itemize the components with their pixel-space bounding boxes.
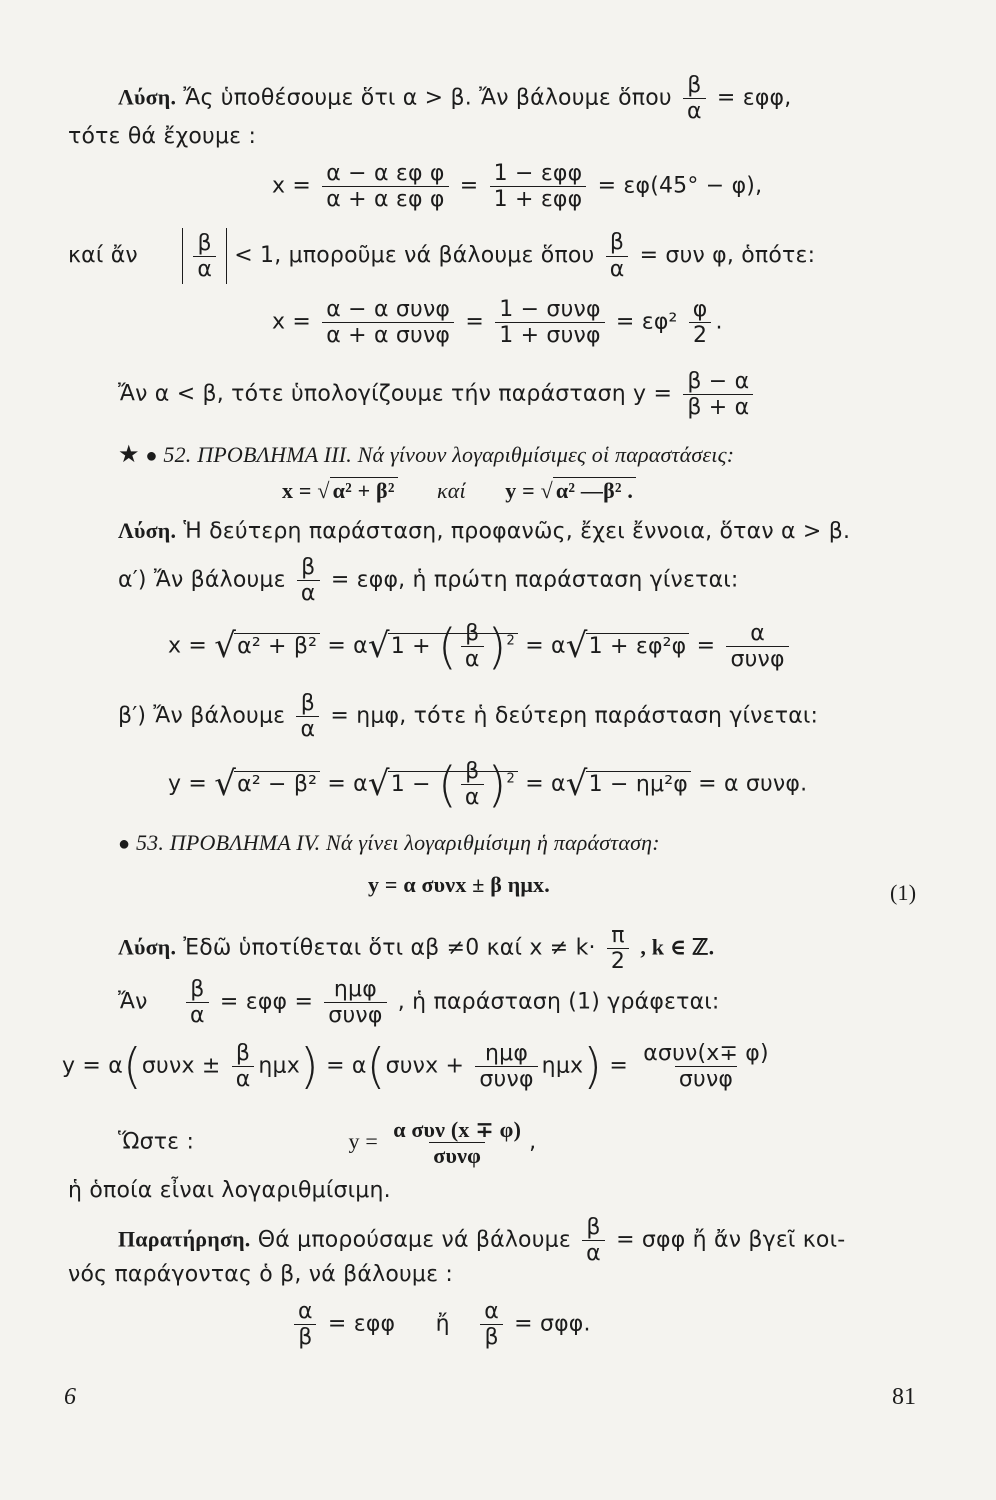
formula-y-radicand: α² —β² .	[553, 477, 636, 503]
equals-sign: =	[465, 309, 484, 335]
hence-tail: ,	[529, 1129, 537, 1155]
middle-1: = α	[327, 771, 368, 797]
eq-lhs: y =	[168, 771, 208, 797]
fraction-final: $\frac{\text{α συν (x ∓ φ)}}{\text{συνφ}}$	[393, 1117, 522, 1169]
final-tan: = εφφ	[327, 1311, 396, 1337]
equals-sign: =	[459, 173, 479, 199]
radicand-1: α² − β²	[234, 771, 320, 797]
bullet-icon: ●	[145, 445, 158, 467]
eq-lhs: x =	[272, 309, 312, 335]
formula-x-radicand: α² + β²	[330, 477, 398, 503]
radicand-2: 1 −	[390, 771, 438, 797]
bullet-icon: ●	[118, 833, 131, 855]
problem-53-heading	[118, 830, 660, 856]
final-or: ἤ	[435, 1311, 450, 1337]
solution-text: Ἐδῶ ὑποτίθεται ὅτι αβ ≠0 καί x ≠ k·	[183, 935, 596, 961]
radicand-3: 1 − ημ²φ	[586, 771, 691, 797]
if-pre: Ἄν	[118, 989, 148, 1015]
equation-y-expansion: y = α(συνx ± $\frac{\beta}{\alpha}$ ημx) = α(συνx + $\frac{\text{ημφ}}{\text{συνφ}}$ ημx) = $\frac{\text{ασυν(x∓ φ)}}{\text{συνφ}}$	[62, 1042, 777, 1091]
problem-52-solution	[118, 518, 850, 544]
hence-label: Ὥστε :	[118, 1129, 195, 1155]
continuation-text: τότε θά ἔχουμε :	[68, 124, 257, 149]
case-b-line	[118, 692, 818, 741]
radicand-3: 1 + εφ²φ	[586, 633, 690, 659]
case-a-line	[118, 556, 739, 605]
part-1b: ημx	[258, 1053, 300, 1079]
equation-tail: = α συνφ.	[698, 771, 808, 797]
fraction-beta-alpha: $\frac{\beta}{\alpha}$	[606, 231, 629, 280]
solution-label: Λύση.	[118, 518, 177, 543]
eq-lhs: y = α	[62, 1053, 123, 1079]
case-3-line	[118, 370, 757, 419]
middle-1: = α	[327, 633, 368, 659]
fraction-alpha-beta-2: $\frac{\alpha}{\beta}$	[480, 1300, 503, 1349]
radicand-2: 1 +	[390, 633, 438, 659]
equals-1: = α	[326, 1053, 367, 1079]
fraction-case-3: $\frac{\beta - \alpha}{\beta + \alpha}$	[683, 370, 753, 419]
case-2-line	[68, 228, 815, 284]
fraction-alpha-beta-1: $\frac{\alpha}{\beta}$	[294, 1300, 317, 1349]
fraction-2: $\frac{\text{1 − συνφ}}{\text{1 + συνφ}}$	[495, 298, 605, 347]
fraction-1: $\frac{\text{α − α συνφ}}{\text{α + α συνφ}}$	[322, 298, 454, 347]
if-mid: = εφφ =	[219, 989, 314, 1015]
remark-tail: = σφφ ἤ ἄν βγεῖ κοι-	[616, 1227, 846, 1253]
star-icon: ★	[118, 442, 140, 468]
fraction-pi-2: $\frac{\pi}{2}$	[607, 924, 629, 973]
problem-52-title: 52. ΠΡΟΒΛΗΜΑ ΙΙΙ. Νά γίνουν λογαριθμίσιμες οἱ παραστάσεις:	[163, 442, 735, 467]
case-b-tail: = ημφ, τότε ἡ δεύτερη παράσταση γίνεται:	[330, 703, 819, 729]
equation-tail: = εφ²	[615, 309, 685, 335]
page-number: 81	[892, 1384, 916, 1410]
solution-tail: , k ∈ ℤ.	[640, 934, 715, 960]
solution-text: Ἡ δεύτερη παράσταση, προφανῶς, ἔχει ἔννοια, ὅταν α > β.	[183, 519, 851, 544]
problem-53-title: 53. ΠΡΟΒΛΗΜΑ ΙV. Νά γίνει λογαριθμίσιμη ἡ παράσταση:	[135, 830, 660, 855]
equation-tail: = εφφ,	[716, 85, 792, 111]
solution-line-1	[118, 74, 791, 123]
remark-label: Παρατήρηση.	[118, 1226, 251, 1252]
case-2-tail: = συν φ, ὁπότε:	[639, 243, 816, 268]
remark-line	[118, 1216, 845, 1265]
equation-x-tan	[272, 162, 762, 211]
middle-3: =	[696, 633, 716, 659]
middle-2: = α	[525, 633, 566, 659]
equals-2: =	[609, 1053, 629, 1079]
fraction-beta-alpha: $\frac{\beta}{\alpha}$	[296, 692, 319, 741]
fraction-1: $\frac{\text{α − α εφ φ}}{\text{α + α εφ φ}}$	[322, 162, 448, 211]
fraction-beta-alpha: $\frac{\beta}{\alpha}$	[186, 978, 209, 1027]
hence-lhs: y =	[348, 1128, 378, 1154]
fraction-sin-cos: $\frac{\text{ημφ}}{\text{συνφ}}$	[324, 978, 386, 1027]
middle-2: = α	[525, 771, 566, 797]
fraction-result: $\frac{\alpha}{\text{συνφ}}$	[726, 622, 788, 671]
problem-53-formula: y = α συνx ± β ημx.	[368, 872, 550, 897]
problem-52-formulas	[282, 478, 636, 504]
case-2-pre: καί ἄν	[68, 243, 138, 268]
fraction-beta-alpha: $\frac{\beta}{\alpha}$	[582, 1216, 605, 1265]
solution-text: Ἄς ὑποθέσουμε ὅτι α > β. Ἄν βάλουμε ὅπου	[183, 85, 672, 111]
radicand-1: α² + β²	[234, 633, 320, 659]
final-cot: = σφφ.	[514, 1311, 591, 1337]
hence-note: ἡ ὁποία εἶναι λογαριθμίσιμη.	[68, 1178, 391, 1203]
equation-number: (1)	[890, 880, 917, 905]
equation-y-sqrt: y = √α² − β² = α√1 − ( $\frac{\beta}{\alpha}$ )$^2$ = α√1 − ημ²φ = α συνφ.	[168, 756, 808, 813]
part-2a: συνx +	[385, 1053, 472, 1079]
case-3-text: Ἄν α < β, τότε ὑπολογίζουμε τήν παράσταση y =	[118, 381, 673, 407]
fraction-beta-alpha: $\frac{\beta}{\alpha}$	[683, 74, 706, 123]
hence-line	[118, 1118, 536, 1167]
equation-tail: = εφ(45° − φ),	[597, 173, 763, 199]
remark-continuation: νός παράγοντας ὁ β, νά βάλουμε :	[68, 1262, 453, 1287]
fraction-2: $\frac{\text{1 − εφφ}}{\text{1 + εφφ}}$	[490, 162, 587, 211]
equation-x-cos: x = $\frac{\text{α − α συνφ}}{\text{α + α συνφ}}$ = $\frac{\text{1 − συνφ}}{\text{1 + συνφ}}$ = εφ² $\frac{\varphi}{2}$ .	[272, 297, 723, 349]
problem-53-solution	[118, 924, 714, 973]
remark-text: Θά μπορούσαμε νά βάλουμε	[257, 1227, 571, 1253]
fraction-result: $\frac{\text{ασυν(x∓ φ)}}{\text{συνφ}}$	[643, 1041, 769, 1093]
solution-label: Λύση.	[118, 84, 177, 110]
case-a-tail: = εφφ, ἡ πρώτη παράσταση γίνεται:	[330, 567, 739, 593]
eq-lhs: x =	[272, 173, 312, 199]
if-tail: , ἡ παράσταση (1) γράφεται:	[397, 989, 720, 1015]
eq-lhs: x =	[168, 633, 208, 659]
sheet-number: 6	[64, 1384, 76, 1410]
formula-x-lhs: x = √	[282, 478, 330, 503]
part-1a: συνx ±	[141, 1053, 228, 1079]
problem-52-heading	[118, 440, 734, 469]
fraction-half: $\frac{\varphi}{2}$	[689, 298, 712, 347]
absolute-value: $\frac{\beta}{\alpha}$	[182, 228, 227, 284]
fraction-beta-alpha: $\frac{\beta}{\alpha}$	[297, 556, 320, 605]
final-relations	[290, 1300, 591, 1349]
case-2-mid: < 1, μποροῦμε νά βάλουμε ὅπου	[234, 243, 595, 268]
equation-x-sqrt: x = √α² + β² = α√1 + ( $\frac{\beta}{\alpha}$ )$^2$ = α√1 + εφ²φ = $\frac{\alpha}{\text{συνφ}}$	[168, 622, 793, 671]
case-a-pre: α′) Ἄν βάλουμε	[118, 567, 286, 593]
case-b-pre: β′) Ἄν βάλουμε	[118, 703, 286, 729]
conjunction: καί	[437, 478, 466, 503]
substitution-line	[118, 978, 720, 1027]
part-2b: ημx	[541, 1053, 584, 1079]
solution-label: Λύση.	[118, 934, 177, 960]
formula-y-lhs: y = √	[505, 478, 553, 503]
